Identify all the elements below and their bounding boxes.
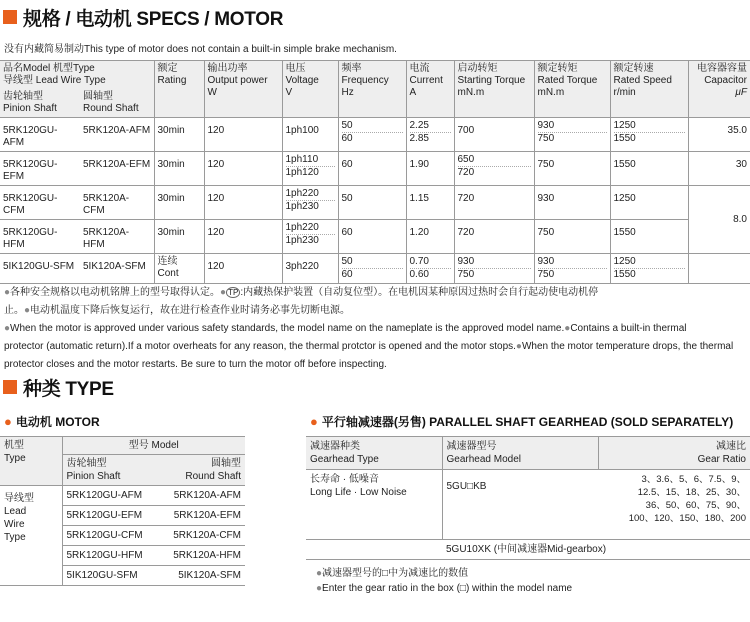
gearhead-subtitle: ● 平行轴减速器(另售) PARALLEL SHAFT GEARHEAD (SOLD SEPARATELY) (310, 414, 734, 429)
type-header: 机型 Type (0, 437, 62, 486)
orange-square-icon (3, 10, 17, 24)
orange-dot-icon: ● (310, 414, 318, 429)
rated-speed-header: 额定转速 Rated Speed r/min (610, 61, 688, 118)
power-header: 输出功率 Output power W (204, 61, 282, 118)
specs-title: 规格 / 电动机 SPECS / MOTOR (23, 8, 284, 30)
capacitor-header: 电容器容量 Capacitor μF (688, 61, 750, 118)
pinion-header: 齿轮轴型 Pinion Shaft (0, 89, 80, 118)
starting-torque-header: 启动转矩 Starting Torque mN.m (454, 61, 534, 118)
gear-ratio-cell: 3、3.6、5、6、7.5、9、 12.5、15、18、25、30、 36、50、60、75、90、 100、120、150、180、200 (628, 474, 746, 524)
spec-row-sfm: 5IK120GU-SFM 5IK120A-SFM 连续 Cont 120 3ph220 50 60 0.70 0.60 930 750 930 750 1250 1550 (0, 254, 750, 284)
gear-note-cn: ●减速器型号的□中为减速比的数值 (316, 568, 469, 579)
rating-header: 额定 Rating (154, 61, 204, 118)
motor-subtitle: ● 电动机 MOTOR (4, 414, 100, 429)
round-header: 圆轴型 Round Shaft (80, 89, 154, 118)
frequency-header: 频率 Frequency Hz (338, 61, 406, 118)
spec-row-afm: 5RK120GU-AFM 5RK120A-AFM 30min 120 1ph100 50 60 2.25 2.85 700 930 750 1250 1550 35.0 (0, 118, 750, 152)
tp-mark-icon: TP (228, 288, 239, 297)
spec-row-cfm: 5RK120GU-CFM 5RK120A-CFM 30min 120 1ph220 1ph230 50 1.15 720 930 1250 8.0 (0, 186, 750, 220)
voltage-header: 电压 Voltage V (282, 61, 338, 118)
lead-wire-type: 导线型 Lead Wire Type (4, 493, 34, 543)
orange-square-icon (3, 380, 17, 394)
spec-row-efm: 5RK120GU-EFM 5RK120A-EFM 30min 120 1ph110 1ph120 60 1.90 650 720 750 1550 30 (0, 152, 750, 186)
gear-model-cell: 5GU□KB (442, 470, 598, 540)
mid-gearbox-cell: 5GU10XK (中间减速器Mid-gearbox) (446, 544, 607, 555)
model-header: 品名Model 机型Type 导线型 Lead Wire Type (0, 61, 154, 90)
brake-note: 没有内藏简易制动This type of motor does not contain a built-in simple brake mechanism. (4, 44, 397, 55)
gearhead-table (306, 436, 750, 560)
spec-row-hfm: 5RK120GU-HFM 5RK120A-HFM 30min 120 1ph220 1ph230 60 1.20 720 750 1550 (0, 220, 750, 254)
gear-model-header: 减速器型号 Gearhead Model (442, 437, 598, 470)
gear-type-cell: 长寿命 · 低噪音 Long Life · Low Noise (310, 474, 407, 498)
model-header: 型号 Model (62, 437, 245, 455)
current-header: 电流 Current A (406, 61, 454, 118)
rated-torque-header: 额定转矩 Rated Torque mN.m (534, 61, 610, 118)
round-header: 圆轴型 Round Shaft (162, 455, 245, 486)
section-title-specs (3, 6, 283, 28)
section-title-type (3, 376, 114, 398)
spec-notes: ●各种安全规格以电动机铭牌上的型号取得认定。● TP :内藏热保护装置（自动复位型）。在电机因某种原因过热时会自行起动使电动机停 止。●电动机温度下降后恢复运行，故在进行检查作业时请务必事先切断电源。 ●When the motor is approved under various safety standards, the model name on the nameplate is the approved model name.●Contains a built-in thermal protector (automatic return).If a motor overheats for any reason, the thermal protctor is opened and the motor stops.●When the motor temperature drops, the thermal protector closes and the motor restarts. Be sure to turn the motor off before inspecting. (4, 287, 734, 370)
type-title: 种类 TYPE (23, 378, 114, 400)
gear-ratio-header: 减速比 Gear Ratio (598, 437, 750, 470)
spec-header-row-1 (0, 61, 750, 90)
gear-type-header: 减速器种类 Gearhead Type (310, 441, 379, 465)
orange-dot-icon: ● (4, 414, 12, 429)
specs-table (0, 60, 750, 284)
motor-type-table: 机型 Type 型号 Model 齿轮轴型 Pinion Shaft 圆轴型 Round Shaft 导线型 Lead Wire Type 5RK120GU-AFM 5RK120A-AFM 5RK120GU-EFM 5RK120A-EFM 5RK120GU-CFM 5RK120A-CFM 5RK120GU-HFM 5RK120A-HFM 5IK120GU-SFM 5IK120A-SFM (0, 436, 245, 586)
gear-note-en: ●Enter the gear ratio in the box (□) within the model name (316, 583, 573, 594)
pinion-header: 齿轮轴型 Pinion Shaft (62, 455, 162, 486)
